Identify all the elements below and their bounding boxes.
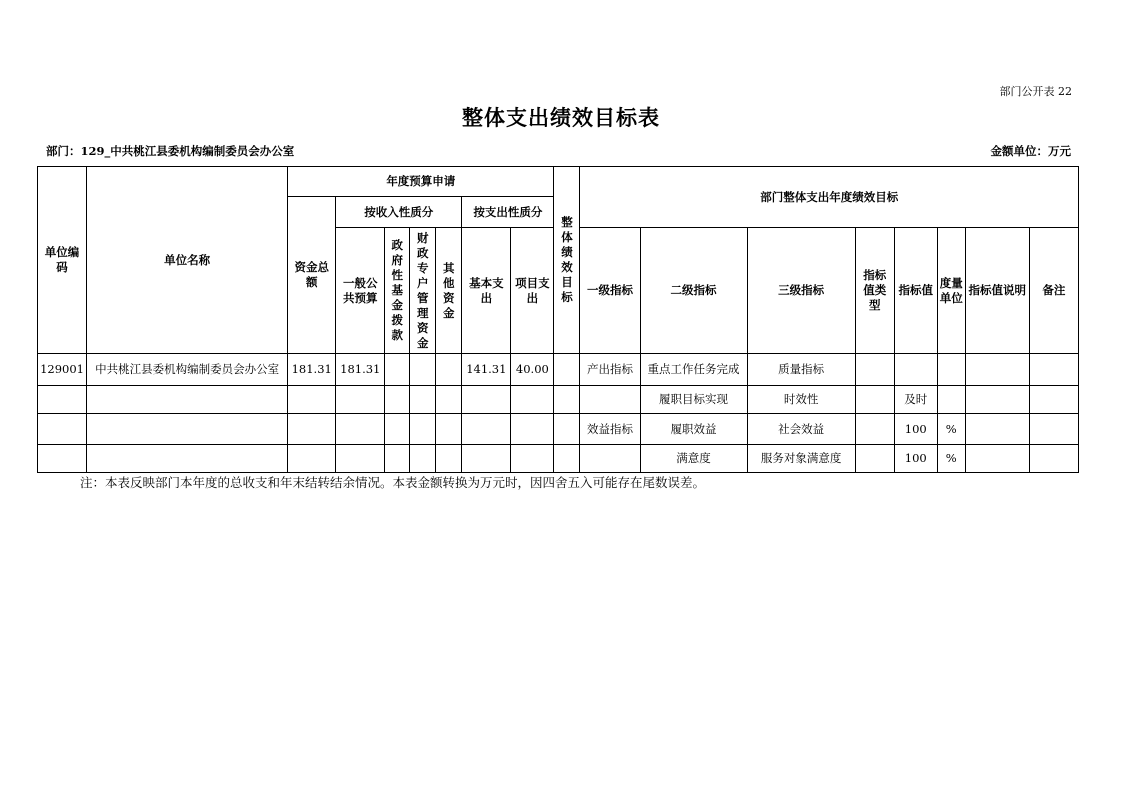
header-ind-value: 指标值 <box>894 228 937 354</box>
cell-ind-value-type <box>855 354 894 386</box>
header-general-public: 一般公共预算 <box>336 228 385 354</box>
table-row <box>38 445 1079 473</box>
cell-level3: 时效性 <box>747 386 855 414</box>
cell-ind-value-type <box>855 445 894 473</box>
cell-overall-target <box>554 354 580 386</box>
cell-level3: 社会效益 <box>747 414 855 445</box>
header-level3: 三级指标 <box>747 228 855 354</box>
cell-level2: 履职目标实现 <box>640 386 747 414</box>
cell-unit-name: 中共桃江县委机构编制委员会办公室 <box>87 354 288 386</box>
cell-level2: 履职效益 <box>640 414 747 445</box>
table-row <box>38 354 1079 386</box>
cell-other-funds <box>436 354 462 386</box>
cell-remarks <box>1029 354 1078 386</box>
header-unit-name: 单位名称 <box>87 167 288 354</box>
header-ind-desc: 指标值说明 <box>965 228 1029 354</box>
cell-measure-unit: % <box>937 414 965 445</box>
cell-general-public: 181.31 <box>336 354 385 386</box>
cell-ind-value: 及时 <box>894 386 937 414</box>
cell-ind-value: 100 <box>894 414 937 445</box>
page-title: 整体支出绩效目标表 <box>462 105 660 130</box>
cell-level1: 效益指标 <box>580 414 640 445</box>
cell-basic-exp: 141.31 <box>462 354 511 386</box>
header-remarks: 备注 <box>1029 228 1078 354</box>
cell-fiscal-special <box>410 354 436 386</box>
header-measure-unit: 度量单位 <box>937 228 965 354</box>
cell-ind-value: 100 <box>894 445 937 473</box>
cell-ind-desc <box>965 354 1029 386</box>
header-unit-code: 单位编码 <box>38 167 87 354</box>
header-gov-fund: 政府性基金拨款 <box>385 228 410 354</box>
cell-measure-unit <box>937 354 965 386</box>
header-level2: 二级指标 <box>640 228 747 354</box>
cell-level3: 服务对象满意度 <box>747 445 855 473</box>
header-dept-perf-target: 部门整体支出年度绩效目标 <box>580 167 1079 228</box>
cell-project-exp: 40.00 <box>511 354 554 386</box>
table-row <box>38 414 1079 445</box>
header-total-funds: 资金总额 <box>288 197 336 354</box>
header-basic-exp: 基本支出 <box>462 228 511 354</box>
header-fiscal-special: 财政专户管理资金 <box>410 228 436 354</box>
cell-remarks <box>1029 386 1078 414</box>
cell-level1 <box>580 386 640 414</box>
cell-level1: 产出指标 <box>580 354 640 386</box>
cell-remarks <box>1029 414 1078 445</box>
cell-measure-unit <box>937 386 965 414</box>
cell-unit-code: 129001 <box>38 354 87 386</box>
cell-remarks <box>1029 445 1078 473</box>
amount-unit-label: 金额单位：万元 <box>990 144 1071 158</box>
cell-level3: 质量指标 <box>747 354 855 386</box>
cell-ind-value-type <box>855 414 894 445</box>
cell-gov-fund <box>385 354 410 386</box>
header-project-exp: 项目支出 <box>511 228 554 354</box>
page-code: 部门公开表 22 <box>999 85 1072 98</box>
cell-total-funds: 181.31 <box>288 354 336 386</box>
cell-level2: 满意度 <box>640 445 747 473</box>
cell-measure-unit: % <box>937 445 965 473</box>
header-by-income: 按收入性质分 <box>336 197 462 228</box>
cell-level1 <box>580 445 640 473</box>
department-label: 部门：129_中共桃江县委机构编制委员会办公室 <box>46 144 295 158</box>
cell-ind-value-type <box>855 386 894 414</box>
header-annual-budget: 年度预算申请 <box>288 167 554 197</box>
header-ind-value-type: 指标值类型 <box>855 228 894 354</box>
header-level1: 一级指标 <box>580 228 640 354</box>
performance-table <box>37 166 1079 473</box>
cell-level2: 重点工作任务完成 <box>640 354 747 386</box>
cell-ind-desc <box>965 445 1029 473</box>
cell-ind-desc <box>965 414 1029 445</box>
header-other-funds: 其他资金 <box>436 228 462 354</box>
header-overall-target: 整体绩效目标 <box>554 167 580 354</box>
cell-ind-desc <box>965 386 1029 414</box>
table-row <box>38 386 1079 414</box>
header-by-expense: 按支出性质分 <box>462 197 554 228</box>
cell-ind-value <box>894 354 937 386</box>
footnote: 注：本表反映部门本年度的总收支和年末结转结余情况。本表金额转换为万元时，因四舍五入可能存在尾数误差。 <box>80 475 706 490</box>
